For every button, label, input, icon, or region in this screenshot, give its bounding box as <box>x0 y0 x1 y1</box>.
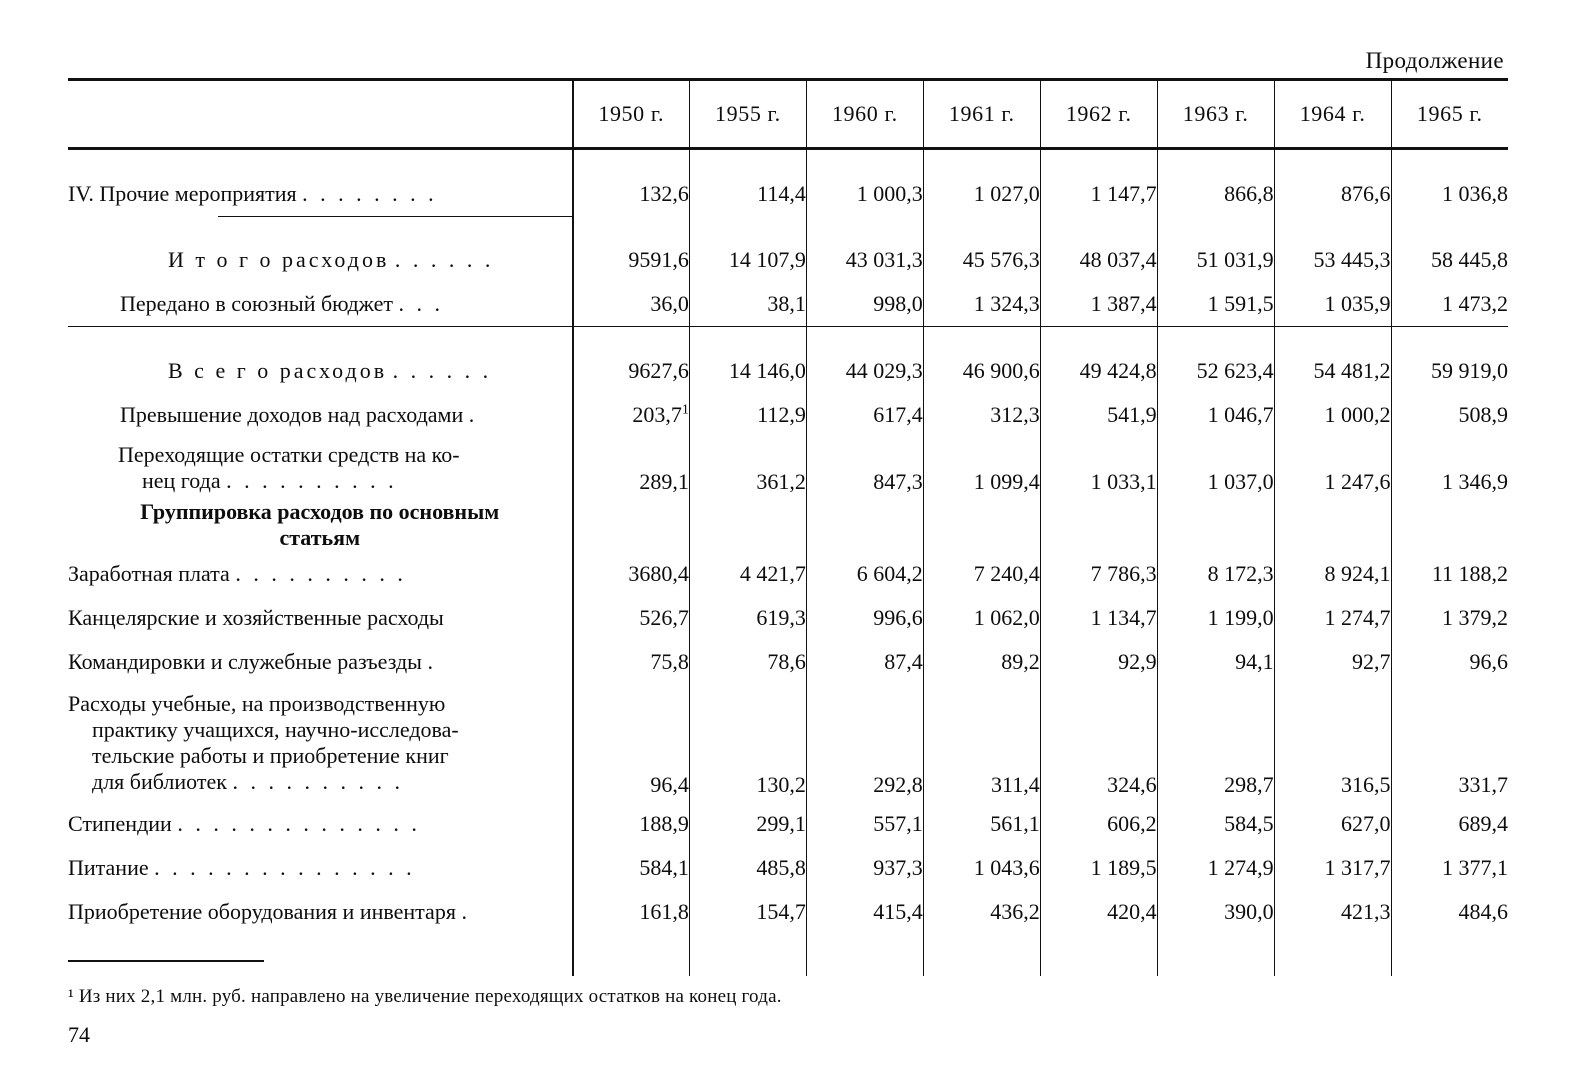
cell-value: 14 107,9 <box>689 238 806 282</box>
cell-value: 48 037,4 <box>1040 238 1157 282</box>
rule-cell <box>68 934 573 976</box>
cell-value: 7 240,4 <box>923 552 1040 596</box>
header-corner-cell <box>68 80 573 149</box>
cell-value: 1 591,5 <box>1157 282 1274 327</box>
row-label <box>68 282 573 327</box>
leader-dots: . . . . . . <box>394 247 494 273</box>
cell-value: 96,4 <box>573 684 690 802</box>
cell-value: 51 031,9 <box>1157 238 1274 282</box>
row-label-text-4: для библиотек . . . . . . . . . . <box>92 768 404 794</box>
cell-value: 421,3 <box>1274 890 1391 934</box>
rule-cell <box>806 934 923 976</box>
row-label <box>68 684 573 802</box>
rule-cell <box>1274 934 1391 976</box>
cell-value: 1 189,5 <box>1040 846 1157 890</box>
cell-value: 1 346,9 <box>1391 437 1508 499</box>
rule-cell <box>689 934 806 976</box>
leader-dots: . . . . . . <box>392 358 492 384</box>
rule-cell <box>1040 499 1157 552</box>
table-row <box>68 172 1508 216</box>
cell-value: 1 000,3 <box>806 172 923 216</box>
cell-value: 584,5 <box>1157 802 1274 846</box>
cell-value: 96,6 <box>1391 640 1508 684</box>
cell-value: 59 919,0 <box>1391 349 1508 393</box>
table-row <box>68 684 1508 802</box>
table-row <box>68 552 1508 596</box>
cell-value: 484,6 <box>1391 890 1508 934</box>
rule-cell <box>689 149 806 173</box>
rule-cell <box>1391 149 1508 173</box>
row-label-text-1: Расходы учебные, на производственную <box>68 690 446 716</box>
cell-value: 3680,4 <box>573 552 690 596</box>
leader-dots: . . . . . . . . <box>302 181 438 207</box>
cell-value: 44 029,3 <box>806 349 923 393</box>
rule-cell <box>1391 499 1508 552</box>
cell-value: 130,2 <box>689 684 806 802</box>
row-label-text: Передано в союзный бюджет <box>120 291 393 317</box>
cell-value: 89,2 <box>923 640 1040 684</box>
cell-value: 92,7 <box>1274 640 1391 684</box>
cell-value: 8 924,1 <box>1274 552 1391 596</box>
table-row <box>68 349 1508 393</box>
continuation-label: Продолжение <box>1365 48 1504 73</box>
column-header-1961: 1961 г. <box>923 80 1040 149</box>
cell-value: 1 037,0 <box>1157 437 1274 499</box>
cell-value: 1 324,3 <box>923 282 1040 327</box>
row-label-text-2: практику учащихся, научно-исследова- <box>92 716 459 742</box>
cell-value: 390,0 <box>1157 890 1274 934</box>
cell-value: 1 035,9 <box>1274 282 1391 327</box>
cell-value: 1 033,1 <box>1040 437 1157 499</box>
cell-value: 1 036,8 <box>1391 172 1508 216</box>
footnote-text: ¹ Из них 2,1 млн. руб. направлено на увеличение переходящих остатков на конец года. <box>68 986 782 1007</box>
row-label <box>68 846 573 890</box>
cell-value: 1 274,7 <box>1274 596 1391 640</box>
rule-cell <box>1391 327 1508 350</box>
cell-value: 584,1 <box>573 846 690 890</box>
cell-value: 866,8 <box>1157 172 1274 216</box>
row-label <box>68 640 573 684</box>
cell-value: 292,8 <box>806 684 923 802</box>
row-label <box>68 349 573 393</box>
row-label-text: Приобретение оборудования и инвентаря <box>68 898 456 924</box>
cell-value: 541,9 <box>1040 393 1157 437</box>
rule-cell <box>573 499 690 552</box>
rule-cell <box>1274 327 1391 350</box>
rule-cell <box>1157 327 1274 350</box>
column-header-1962: 1962 г. <box>1040 80 1157 149</box>
leader-dots: . . . . . . . . . . . . . . . <box>154 854 416 880</box>
rule-cell <box>806 216 923 238</box>
row-label <box>68 890 573 934</box>
rule-cell <box>573 149 690 173</box>
rule-cell <box>1040 934 1157 976</box>
table-header-row <box>68 80 1508 149</box>
table-bottom-rule-row <box>68 934 1508 976</box>
cell-value: 436,2 <box>923 890 1040 934</box>
cell-value: 485,8 <box>689 846 806 890</box>
cell-value: 1 247,6 <box>1274 437 1391 499</box>
rule-cell <box>689 327 806 350</box>
cell-value: 299,1 <box>689 802 806 846</box>
cell-value: 561,1 <box>923 802 1040 846</box>
cell-value: 53 445,3 <box>1274 238 1391 282</box>
cell-value: 92,9 <box>1040 640 1157 684</box>
rule-cell <box>806 149 923 173</box>
rule-cell <box>923 327 1040 350</box>
table-row <box>68 596 1508 640</box>
rule-cell <box>1391 934 1508 976</box>
cell-value: 876,6 <box>1274 172 1391 216</box>
leader-dots: . <box>468 402 478 428</box>
table-row <box>68 393 1508 437</box>
column-header-1965: 1965 г. <box>1391 80 1508 149</box>
table-row <box>68 238 1508 282</box>
cell-value: 627,0 <box>1274 802 1391 846</box>
row-label <box>68 238 573 282</box>
cell-value: 996,6 <box>806 596 923 640</box>
cell-value <box>573 393 690 437</box>
rule-cell <box>923 499 1040 552</box>
cell-value: 937,3 <box>806 846 923 890</box>
row-label-text: Канцелярские и хозяйственные расходы <box>68 604 444 630</box>
cell-value: 847,3 <box>806 437 923 499</box>
rule-cell <box>1040 327 1157 350</box>
rule-cell <box>689 216 806 238</box>
column-header-1950: 1950 г. <box>573 80 690 149</box>
rule-cell <box>806 327 923 350</box>
cell-value: 508,9 <box>1391 393 1508 437</box>
cell-value: 1 377,1 <box>1391 846 1508 890</box>
cell-value: 54 481,2 <box>1274 349 1391 393</box>
cell-value: 1 199,0 <box>1157 596 1274 640</box>
row-label-text: Командировки и служебные разъезды <box>68 648 422 674</box>
cell-value: 45 576,3 <box>923 238 1040 282</box>
cell-value: 557,1 <box>806 802 923 846</box>
cell-value: 617,4 <box>806 393 923 437</box>
leader-dots: . . . . . . . . . . <box>235 560 407 586</box>
cell-value: 312,3 <box>923 393 1040 437</box>
table-row <box>68 890 1508 934</box>
cell-value: 316,5 <box>1274 684 1391 802</box>
cell-value: 1 147,7 <box>1040 172 1157 216</box>
row-label <box>68 172 573 216</box>
cell-value: 1 062,0 <box>923 596 1040 640</box>
column-header-1955: 1955 г. <box>689 80 806 149</box>
cell-value: 415,4 <box>806 890 923 934</box>
column-header-1964: 1964 г. <box>1274 80 1391 149</box>
cell-value: 36,0 <box>573 282 690 327</box>
rule-cell <box>1157 216 1274 238</box>
row-label <box>68 596 573 640</box>
cell-value: 1 379,2 <box>1391 596 1508 640</box>
cell-value: 14 146,0 <box>689 349 806 393</box>
cell-value-text: 203,7 <box>632 402 682 427</box>
rule-cell <box>689 499 806 552</box>
cell-value: 1 274,9 <box>1157 846 1274 890</box>
cell-value: 1 317,7 <box>1274 846 1391 890</box>
cell-value: 1 134,7 <box>1040 596 1157 640</box>
cell-value: 420,4 <box>1040 890 1157 934</box>
cell-value: 114,4 <box>689 172 806 216</box>
leader-dots: . <box>427 648 437 674</box>
rule-cell <box>1040 216 1157 238</box>
rule-cell <box>573 327 690 350</box>
table-row <box>68 282 1508 327</box>
cell-value: 75,8 <box>573 640 690 684</box>
row-label-text: И т о г о расходов <box>168 247 390 273</box>
column-header-1960: 1960 г. <box>806 80 923 149</box>
cell-value: 38,1 <box>689 282 806 327</box>
group-heading-line2: статьям <box>279 525 361 551</box>
cell-value: 526,7 <box>573 596 690 640</box>
rule-cell <box>573 216 690 238</box>
cell-value: 58 445,8 <box>1391 238 1508 282</box>
cell-value: 52 623,4 <box>1157 349 1274 393</box>
cell-value: 1 473,2 <box>1391 282 1508 327</box>
row-label-text-3: тельские работы и приобретение книг <box>92 742 449 768</box>
row-label <box>68 393 573 437</box>
row-label-text: Превышение доходов над расходами <box>120 402 464 428</box>
table-row <box>68 437 1508 499</box>
row-label <box>68 437 573 499</box>
cell-value: 112,9 <box>689 393 806 437</box>
leader-dots: . . . . . . . . . . <box>226 468 398 493</box>
cell-value: 311,4 <box>923 684 1040 802</box>
cell-value: 161,8 <box>573 890 690 934</box>
cell-value: 9627,6 <box>573 349 690 393</box>
cell-value: 49 424,8 <box>1040 349 1157 393</box>
rule-cell <box>68 327 573 350</box>
cell-value: 7 786,3 <box>1040 552 1157 596</box>
leader-dots: . . . <box>398 291 444 317</box>
cell-value: 94,1 <box>1157 640 1274 684</box>
cell-value: 6 604,2 <box>806 552 923 596</box>
rule-cell <box>1157 499 1274 552</box>
rule-cell <box>1274 149 1391 173</box>
cell-value: 46 900,6 <box>923 349 1040 393</box>
rule-cell <box>923 149 1040 173</box>
rule-cell <box>1157 934 1274 976</box>
cell-value: 619,3 <box>689 596 806 640</box>
cell-value: 4 421,7 <box>689 552 806 596</box>
row-label-text: Заработная плата <box>68 560 230 586</box>
cell-value: 154,7 <box>689 890 806 934</box>
footnote-divider <box>68 960 264 962</box>
row-label-text: Питание <box>68 854 149 880</box>
rule-cell <box>1391 216 1508 238</box>
cell-value: 324,6 <box>1040 684 1157 802</box>
column-header-1963: 1963 г. <box>1157 80 1274 149</box>
group-heading <box>68 499 573 552</box>
cell-value: 87,4 <box>806 640 923 684</box>
rule-cell <box>1157 149 1274 173</box>
table-row <box>68 846 1508 890</box>
cell-value: 1 387,4 <box>1040 282 1157 327</box>
row-label-text: Переходящие остатки средств на ко- <box>118 442 460 468</box>
footnote-marker: 1 <box>681 402 689 418</box>
cell-value: 188,9 <box>573 802 690 846</box>
cell-value: 1 000,2 <box>1274 393 1391 437</box>
cell-value: 11 188,2 <box>1391 552 1508 596</box>
rule-cell <box>923 216 1040 238</box>
group-heading-row <box>68 499 1508 552</box>
cell-value: 606,2 <box>1040 802 1157 846</box>
rule-cell <box>923 934 1040 976</box>
rule-cell <box>1274 216 1391 238</box>
cell-value: 1 043,6 <box>923 846 1040 890</box>
leader-dots: . <box>461 898 471 924</box>
rule-cell <box>806 499 923 552</box>
section-rule-row <box>68 327 1508 350</box>
row-label-text: IV. Прочие мероприятия <box>68 181 297 207</box>
rule-cell <box>1040 149 1157 173</box>
rule-cell <box>573 934 690 976</box>
row-label-text: Стипендии <box>68 810 172 836</box>
cell-value: 361,2 <box>689 437 806 499</box>
row-label-text-2: нец года . . . . . . . . . . <box>142 468 398 493</box>
cell-value: 8 172,3 <box>1157 552 1274 596</box>
cell-value: 9591,6 <box>573 238 690 282</box>
cell-value: 298,7 <box>1157 684 1274 802</box>
row-label <box>68 802 573 846</box>
cell-value: 1 046,7 <box>1157 393 1274 437</box>
budget-table <box>68 78 1508 976</box>
row-label <box>68 552 573 596</box>
cell-value: 43 031,3 <box>806 238 923 282</box>
table-row <box>68 802 1508 846</box>
leader-dots: . . . . . . . . . . <box>232 768 404 794</box>
cell-value: 1 027,0 <box>923 172 1040 216</box>
cell-value: 78,6 <box>689 640 806 684</box>
cell-value: 331,7 <box>1391 684 1508 802</box>
cell-value: 689,4 <box>1391 802 1508 846</box>
group-heading-line1: Группировка расходов по основным <box>140 499 500 524</box>
page-number: 74 <box>68 1022 90 1047</box>
cell-value: 289,1 <box>573 437 690 499</box>
rule-cell <box>1274 499 1391 552</box>
cell-value: 998,0 <box>806 282 923 327</box>
table-row <box>68 640 1508 684</box>
header-rule-row <box>68 149 1508 173</box>
cell-value: 132,6 <box>573 172 690 216</box>
row-label-text: В с е г о расходов <box>168 358 388 384</box>
rule-cell <box>68 149 573 173</box>
leader-dots: . . . . . . . . . . . . . . <box>177 810 421 836</box>
partial-rule <box>68 216 573 238</box>
section-rule-row <box>68 216 1508 238</box>
cell-value: 1 099,4 <box>923 437 1040 499</box>
